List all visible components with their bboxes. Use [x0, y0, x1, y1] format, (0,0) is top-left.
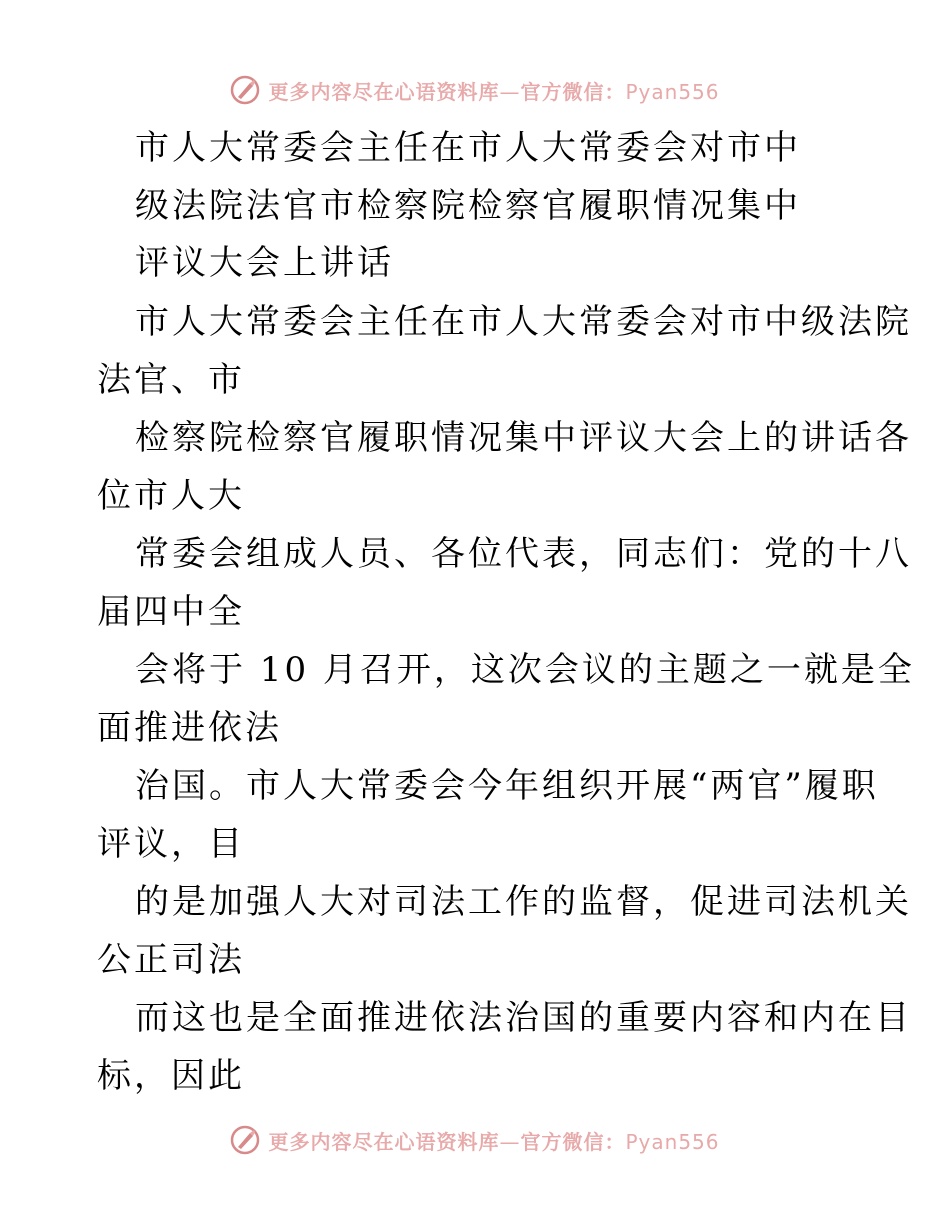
paragraph-line: 的是加强人大对司法工作的监督，促进司法机关 [135, 882, 912, 922]
paragraph-line: 法官、市 [97, 360, 245, 400]
paragraph-line: 市人大常委会主任在市人大常委会对市中级法院 [135, 302, 912, 342]
document-title-line: 级法院法官市检察院检察官履职情况集中 [135, 186, 801, 226]
paragraph-line: 标，因此 [97, 1056, 245, 1096]
paragraph-line: 评议，目 [97, 824, 245, 864]
document-title-line: 评议大会上讲话 [135, 243, 394, 283]
paragraph-line: 常委会组成人员、各位代表，同志们：党的十八 [135, 534, 912, 574]
paragraph-line: 届四中全 [97, 592, 245, 632]
paragraph-line: 会将于 10 月召开，这次会议的主题之一就是全 [135, 650, 915, 690]
paragraph-line: 公正司法 [97, 940, 245, 980]
paragraph-line: 而这也是全面推进依法治国的重要内容和内在目 [135, 998, 912, 1038]
header-watermark [0, 70, 950, 110]
paragraph-line: 面推进依法 [97, 708, 282, 748]
quill-pen-seal-icon [230, 1125, 260, 1155]
document-title-line: 市人大常委会主任在市人大常委会对市中 [135, 128, 801, 168]
watermark-text: 更多内容尽在心语资料库—官方微信：Pyan556 [268, 79, 720, 104]
footer-watermark [0, 1120, 950, 1160]
quill-pen-seal-icon [230, 75, 260, 105]
watermark-text: 更多内容尽在心语资料库—官方微信：Pyan556 [268, 1129, 720, 1154]
paragraph-line: 位市人大 [97, 476, 245, 516]
paragraph-line: 检察院检察官履职情况集中评议大会上的讲话各 [135, 418, 912, 458]
paragraph-line: 治国。市人大常委会今年组织开展“两官”履职 [135, 766, 879, 806]
